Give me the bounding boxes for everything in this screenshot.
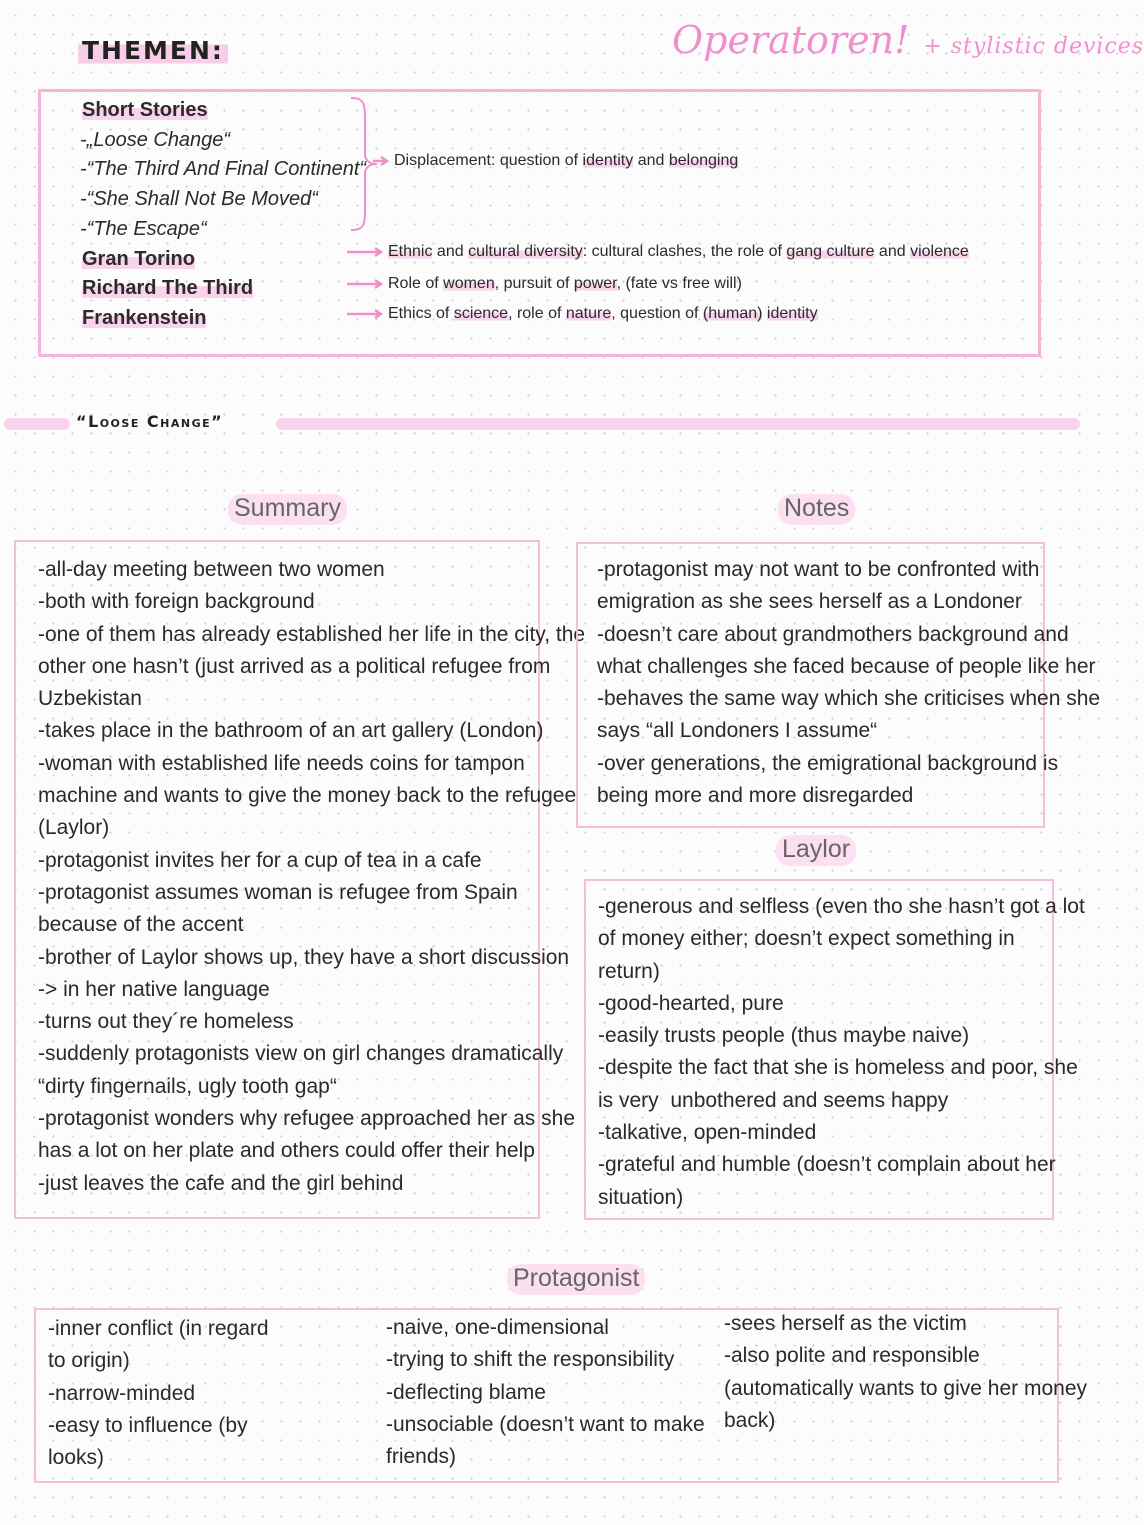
work-item: -“She Shall Not Be Moved“ (80, 188, 318, 211)
note-line: -generous and selfless (even tho she hasn’t got a lot (598, 895, 1085, 918)
note-line: -all-day meeting between two women (38, 558, 385, 581)
note-line: looks) (48, 1446, 105, 1470)
note-line: -easy to influence (by (48, 1413, 248, 1437)
note-line: -sees herself as the victim (724, 1312, 967, 1335)
theme-text: , role of (508, 305, 566, 322)
theme-line (372, 152, 738, 170)
note-line: -deflecting blame (386, 1380, 546, 1404)
theme-line (346, 305, 818, 323)
notes-heading: Notes (778, 494, 855, 525)
note-line: machine and wants to give the money back to the refugee (38, 784, 577, 808)
note-line: -despite the fact that she is homeless and poor, she (598, 1056, 1078, 1080)
note-line: Uzbekistan (38, 687, 142, 711)
laylor-heading: Laylor (776, 835, 856, 866)
theme-line (346, 275, 742, 293)
summary-box (14, 540, 586, 1219)
theme-keyword: Ethnic (388, 243, 433, 260)
arrow-right-icon (346, 247, 384, 257)
note-line: -protagonist may not want to be confronted with (597, 558, 1040, 581)
corner-note-small: + stylistic devices (923, 34, 1144, 59)
note-line: -just leaves the cafe and the girl behind (38, 1171, 404, 1195)
theme-keyword: cultural diversity (468, 243, 583, 260)
arrow-right-icon (346, 309, 384, 319)
note-line: -also polite and responsible (724, 1344, 980, 1368)
notes-box (576, 542, 1101, 828)
work-item: -“The Escape“ (80, 217, 207, 240)
note-line: being more and more disregarded (597, 784, 914, 808)
note-line: has a lot on her plate and others could offer their help (38, 1139, 535, 1163)
theme-keyword: belonging (668, 152, 739, 169)
protagonist-col-3 (724, 1308, 1087, 1437)
work-item: -“The Third And Final Continent“ (80, 158, 367, 181)
note-line: (automatically wants to give her money (724, 1376, 1087, 1400)
arrow-right-icon (346, 279, 384, 289)
theme-keyword: identity (582, 152, 634, 169)
page-title: THEMEN: (78, 36, 228, 65)
note-line: says “all Londoners I assume“ (597, 719, 878, 743)
note-line: of money either; doesn’t expect something in (598, 927, 1015, 951)
work-item: Richard The Third (82, 277, 254, 300)
theme-keyword: (human) (702, 305, 763, 322)
note-line: -trying to shift the responsibility (386, 1348, 675, 1372)
theme-keyword: power (573, 275, 617, 292)
corner-note-main: Operatoren! (672, 18, 910, 62)
note-line: (Laylor) (38, 816, 110, 840)
note-line: -protagonist assumes woman is refugee from Spain (38, 880, 518, 904)
note-line: -> in her native language (38, 977, 270, 1001)
note-line: to origin) (48, 1349, 130, 1373)
note-line: -protagonist invites her for a cup of tea in a cafe (38, 848, 482, 872)
note-line: -inner conflict (in regard (48, 1317, 269, 1340)
note-line: -talkative, open-minded (598, 1121, 817, 1145)
note-line: -suddenly protagonists view on girl changes dramatically (38, 1042, 564, 1066)
note-line: return) (598, 959, 660, 983)
note-line: “dirty fingernails, ugly tooth gap“ (38, 1074, 337, 1098)
section-bar-right (276, 418, 1080, 430)
work-item: Gran Torino (82, 247, 195, 270)
note-line: emigration as she sees herself as a Londoner (597, 590, 1022, 614)
note-line: other one hasn’t (just arrived as a political refugee from (38, 654, 551, 678)
laylor-box (584, 879, 1085, 1220)
theme-text: , question of (611, 305, 703, 322)
theme-line (346, 243, 969, 261)
note-line: -naive, one-dimensional (386, 1316, 609, 1339)
note-line: what challenges she faced because of people like her (597, 654, 1096, 678)
theme-text: , (fate vs free will) (616, 275, 742, 292)
note-line: friends) (386, 1445, 457, 1469)
protagonist-box (34, 1308, 1087, 1483)
work-item: Frankenstein (82, 306, 207, 329)
theme-text: : cultural clashes, the role of (582, 243, 787, 260)
note-line: -doesn’t care about grandmothers background and (597, 622, 1069, 646)
corner-note (672, 18, 1144, 62)
theme-keyword: women (443, 275, 495, 292)
summary-text (38, 554, 585, 1200)
note-line: -good-hearted, pure (598, 991, 784, 1015)
theme-text: and (874, 243, 911, 260)
theme-text: Displacement: question of (394, 152, 583, 169)
note-line: -easily trusts people (thus maybe naive) (598, 1024, 970, 1048)
section-title: “Loose Change” (76, 412, 224, 431)
note-line: -unsociable (doesn’t want to make (386, 1412, 705, 1436)
theme-keyword: gang culture (786, 243, 875, 260)
note-line: -grateful and humble (doesn’t complain about her (598, 1153, 1056, 1177)
note-line: -over generations, the emigrational background is (597, 751, 1059, 775)
note-line: -narrow-minded (48, 1381, 196, 1405)
note-line: because of the accent (38, 913, 244, 937)
protagonist-heading: Protagonist (507, 1264, 645, 1295)
laylor-text (598, 891, 1085, 1214)
section-bar-left (4, 418, 70, 430)
note-line: is very unbothered and seems happy (598, 1088, 949, 1112)
note-line: -brother of Laylor shows up, they have a short discussion (38, 945, 570, 969)
note-line: -takes place in the bathroom of an art gallery (London) (38, 719, 544, 743)
summary-heading: Summary (228, 494, 347, 525)
protagonist-col-2 (386, 1312, 705, 1473)
notes-text (597, 554, 1100, 812)
protagonist-col-1 (48, 1313, 269, 1474)
works-list (80, 96, 366, 334)
arrow-right-icon (372, 156, 390, 166)
note-line: situation) (598, 1185, 684, 1209)
theme-keyword: nature (565, 305, 612, 322)
theme-text: and (633, 152, 669, 169)
note-line: -behaves the same way which she criticises when she (597, 687, 1101, 711)
note-line: -protagonist wonders why refugee approached her as she (38, 1107, 575, 1131)
theme-keyword: violence (910, 243, 969, 260)
theme-text: and (432, 243, 469, 260)
note-line: -turns out they´re homeless (38, 1010, 294, 1034)
theme-text: Role of (388, 275, 444, 292)
note-line: -one of them has already established her life in the city, the (38, 622, 586, 646)
theme-keyword: science (453, 305, 509, 322)
note-line: -woman with established life needs coins for tampon (38, 751, 525, 775)
work-item: -„Loose Change“ (80, 128, 231, 151)
theme-text: , pursuit of (494, 275, 574, 292)
note-line: -both with foreign background (38, 590, 315, 614)
theme-text: Ethics of (388, 305, 454, 322)
theme-keyword: identity (766, 305, 818, 322)
work-item: Short Stories (82, 99, 208, 121)
note-line: back) (724, 1408, 776, 1432)
